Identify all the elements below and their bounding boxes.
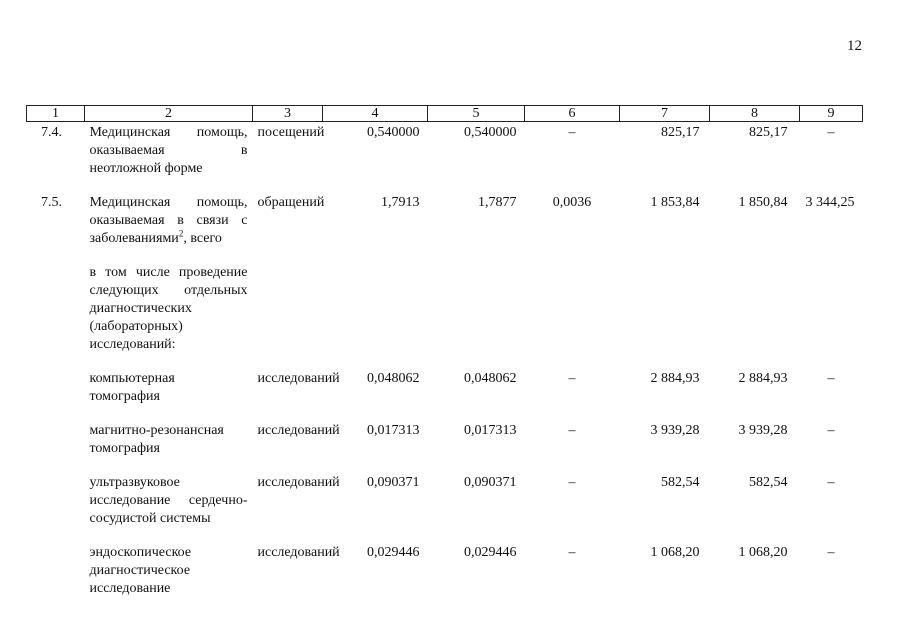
cell-col9: – <box>827 475 835 490</box>
footnote-marker: 2 <box>178 228 184 239</box>
row-unit: исследований <box>257 475 340 490</box>
cell-col8: 1 850,84 <box>738 195 788 210</box>
cell-col9: 3 344,25 <box>805 195 855 210</box>
column-header: 1 <box>27 106 85 122</box>
row-name-text: Медицинская помощь, оказываемая в связи с заболеваниями <box>89 195 248 246</box>
row-name: магнитно-резонансная томография <box>89 423 224 456</box>
column-header: 6 <box>525 106 620 122</box>
cell-col4: 1,7913 <box>381 195 420 210</box>
cell-col4: 0,540000 <box>367 125 420 140</box>
row-number: 7.4. <box>41 125 62 140</box>
cell-col5: 0,048062 <box>464 371 517 386</box>
table-header-row <box>27 106 863 122</box>
cell-col4: 0,090371 <box>367 475 420 490</box>
row-unit: исследований <box>257 545 340 560</box>
cell-col6: – <box>568 371 576 386</box>
cell-col7: 825,17 <box>661 125 700 140</box>
table-row <box>27 474 863 544</box>
cell-col5: 1,7877 <box>478 195 517 210</box>
column-header: 8 <box>710 106 800 122</box>
cell-col4: 0,017313 <box>367 423 420 438</box>
table-row <box>27 122 863 195</box>
cell-col9: – <box>827 423 835 438</box>
column-header: 4 <box>323 106 428 122</box>
cell-col8: 1 068,20 <box>738 545 788 560</box>
cell-col5: 0,029446 <box>464 545 517 560</box>
cell-col6: – <box>568 423 576 438</box>
table-row <box>27 544 863 598</box>
cell-col9: – <box>827 545 835 560</box>
row-name-suffix: , всего <box>183 231 222 246</box>
cell-col5: 0,540000 <box>464 125 517 140</box>
column-header: 3 <box>253 106 323 122</box>
cell-col5: 0,017313 <box>464 423 517 438</box>
row-unit: обращений <box>257 195 325 210</box>
column-header: 9 <box>800 106 863 122</box>
cell-col5: 0,090371 <box>464 475 517 490</box>
cell-col8: 3 939,28 <box>738 423 788 438</box>
cell-col6: 0,0036 <box>552 195 592 210</box>
cell-col9: – <box>827 371 835 386</box>
table-row <box>27 370 863 422</box>
row-name: в том числе проведение следующих отдельных диагностических (лабораторных) исследований: <box>89 265 248 352</box>
row-name <box>85 194 253 264</box>
cell-col9: – <box>827 125 835 140</box>
row-number: 7.5. <box>41 195 62 210</box>
row-name: эндоскопическое диагностическое исследование <box>89 545 192 596</box>
row-unit: исследований <box>257 423 340 438</box>
cell-col7: 582,54 <box>661 475 700 490</box>
table-row <box>27 194 863 264</box>
row-name: Медицинская помощь, оказываемая в неотложной форме <box>89 125 248 176</box>
row-name: компьютерная томография <box>89 371 175 404</box>
row-unit: исследований <box>257 371 340 386</box>
cell-col7: 1 068,20 <box>650 545 700 560</box>
column-header: 7 <box>620 106 710 122</box>
cell-col7: 1 853,84 <box>650 195 700 210</box>
cell-col7: 2 884,93 <box>650 371 700 386</box>
cell-col8: 825,17 <box>749 125 788 140</box>
table-row <box>27 264 863 370</box>
row-name: ультразвуковое исследование сердечно-сосудистой системы <box>89 475 248 526</box>
table-row <box>27 422 863 474</box>
page-number: 12 <box>847 38 862 54</box>
cell-col4: 0,029446 <box>367 545 420 560</box>
data-table <box>26 105 863 598</box>
column-header: 5 <box>428 106 525 122</box>
cell-col6: – <box>568 125 576 140</box>
cell-col6: – <box>568 545 576 560</box>
cell-col7: 3 939,28 <box>650 423 700 438</box>
row-unit: посещений <box>257 125 325 140</box>
cell-col6: – <box>568 475 576 490</box>
cell-col8: 2 884,93 <box>738 371 788 386</box>
cell-col8: 582,54 <box>749 475 788 490</box>
cell-col4: 0,048062 <box>367 371 420 386</box>
column-header: 2 <box>85 106 253 122</box>
